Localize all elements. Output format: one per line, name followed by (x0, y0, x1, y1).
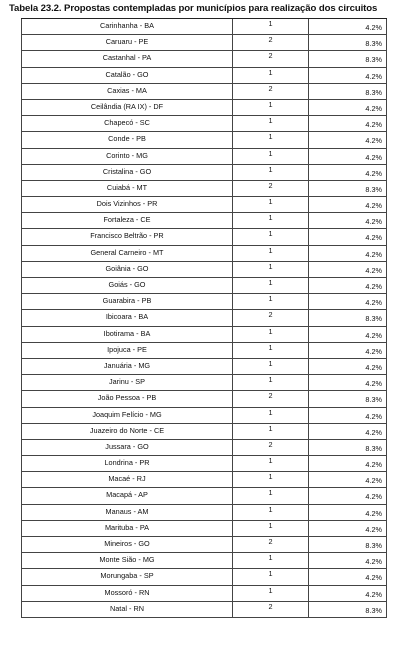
proposals-count-cell: 1 (233, 229, 309, 244)
municipio-cell: Catalão - GO (21, 68, 233, 83)
table-row (21, 51, 387, 67)
percentage-cell: 8.3% (309, 602, 387, 617)
percentage-cell: 4.2% (309, 488, 387, 503)
percentage-cell: 4.2% (309, 197, 387, 212)
percentage-cell: 8.3% (309, 440, 387, 455)
proposals-count-cell: 1 (233, 327, 309, 342)
table-row (21, 262, 387, 278)
table-row (21, 294, 387, 310)
percentage-cell: 4.2% (309, 116, 387, 131)
proposals-count-cell: 1 (233, 456, 309, 471)
municipio-cell: Chapecó - SC (21, 116, 233, 131)
municipio-cell: Francisco Beltrão - PR (21, 229, 233, 244)
percentage-cell: 4.2% (309, 68, 387, 83)
percentage-cell: 4.2% (309, 278, 387, 293)
proposals-count-cell: 1 (233, 132, 309, 147)
municipio-cell: Joaquim Felício - MG (21, 408, 233, 423)
percentage-cell: 4.2% (309, 343, 387, 358)
proposals-count-cell: 2 (233, 84, 309, 99)
municipio-cell: Macapá - AP (21, 488, 233, 503)
municipio-cell: Cuiabá - MT (21, 181, 233, 196)
municipio-cell: Juazeiro do Norte - CE (21, 424, 233, 439)
proposals-count-cell: 1 (233, 262, 309, 277)
table-row (21, 440, 387, 456)
proposals-count-cell: 1 (233, 213, 309, 228)
proposals-count-cell: 2 (233, 602, 309, 617)
municipio-cell: Macaé - RJ (21, 472, 233, 487)
municipio-cell: Goiânia - GO (21, 262, 233, 277)
table-row (21, 424, 387, 440)
table-row (21, 505, 387, 521)
percentage-cell: 8.3% (309, 537, 387, 552)
table-row (21, 602, 387, 618)
table-row (21, 213, 387, 229)
table-row (21, 116, 387, 132)
percentage-cell: 4.2% (309, 246, 387, 261)
table-row (21, 553, 387, 569)
table-row (21, 343, 387, 359)
municipio-cell: General Carneiro - MT (21, 246, 233, 261)
proposals-count-cell: 2 (233, 537, 309, 552)
proposals-count-cell: 1 (233, 294, 309, 309)
proposals-count-cell: 1 (233, 100, 309, 115)
table-row (21, 278, 387, 294)
municipio-cell: Corinto - MG (21, 149, 233, 164)
proposals-count-cell: 1 (233, 521, 309, 536)
table-title: Tabela 23.2. Propostas contempladas por municípios para realização dos circuitos (9, 3, 378, 14)
proposals-count-cell: 2 (233, 310, 309, 325)
percentage-cell: 4.2% (309, 229, 387, 244)
proposals-count-cell: 1 (233, 505, 309, 520)
proposals-count-cell: 2 (233, 51, 309, 66)
municipio-cell: Castanhal - PA (21, 51, 233, 66)
municipio-cell: Guarabira - PB (21, 294, 233, 309)
municipio-cell: Londrina - PR (21, 456, 233, 471)
proposals-count-cell: 1 (233, 359, 309, 374)
table-row (21, 84, 387, 100)
percentage-cell: 8.3% (309, 35, 387, 50)
table-row (21, 35, 387, 51)
table-row (21, 197, 387, 213)
proposals-count-cell: 2 (233, 35, 309, 50)
proposals-count-cell: 1 (233, 375, 309, 390)
percentage-cell: 4.2% (309, 553, 387, 568)
percentage-cell: 8.3% (309, 84, 387, 99)
table-row (21, 537, 387, 553)
percentage-cell: 8.3% (309, 51, 387, 66)
table-row (21, 408, 387, 424)
municipio-cell: Goiás - GO (21, 278, 233, 293)
proposals-count-cell: 1 (233, 19, 309, 34)
percentage-cell: 8.3% (309, 391, 387, 406)
percentage-cell: 4.2% (309, 424, 387, 439)
table-row (21, 488, 387, 504)
percentage-cell: 4.2% (309, 586, 387, 601)
percentage-cell: 8.3% (309, 310, 387, 325)
table-row (21, 569, 387, 585)
table-row (21, 375, 387, 391)
percentage-cell: 4.2% (309, 165, 387, 180)
municipio-cell: Fortaleza - CE (21, 213, 233, 228)
municipio-cell: Mineiros - GO (21, 537, 233, 552)
proposals-count-cell: 1 (233, 246, 309, 261)
percentage-cell: 4.2% (309, 359, 387, 374)
municipio-cell: Jussara - GO (21, 440, 233, 455)
proposals-count-cell: 1 (233, 68, 309, 83)
proposals-count-cell: 1 (233, 343, 309, 358)
municipio-cell: Ipojuca - PE (21, 343, 233, 358)
proposals-count-cell: 1 (233, 197, 309, 212)
municipio-cell: Caruaru - PE (21, 35, 233, 50)
percentage-cell: 4.2% (309, 375, 387, 390)
table-row (21, 19, 387, 35)
municipio-cell: Monte Sião - MG (21, 553, 233, 568)
percentage-cell: 4.2% (309, 262, 387, 277)
proposals-count-cell: 1 (233, 488, 309, 503)
proposals-count-cell: 1 (233, 424, 309, 439)
percentage-cell: 4.2% (309, 521, 387, 536)
municipio-cell: Ibotirama - BA (21, 327, 233, 342)
table-row (21, 310, 387, 326)
percentage-cell: 4.2% (309, 472, 387, 487)
municipio-cell: Carinhanha - BA (21, 19, 233, 34)
percentage-cell: 4.2% (309, 456, 387, 471)
proposals-count-cell: 1 (233, 278, 309, 293)
proposals-count-cell: 2 (233, 391, 309, 406)
table-row (21, 149, 387, 165)
percentage-cell: 4.2% (309, 505, 387, 520)
proposals-count-cell: 1 (233, 553, 309, 568)
municipio-cell: Jarinu - SP (21, 375, 233, 390)
municipio-cell: João Pessoa - PB (21, 391, 233, 406)
table-row (21, 132, 387, 148)
percentage-cell: 4.2% (309, 100, 387, 115)
municipio-cell: Conde - PB (21, 132, 233, 147)
table-row (21, 229, 387, 245)
municipio-cell: Mossoró - RN (21, 586, 233, 601)
municipio-cell: Morungaba - SP (21, 569, 233, 584)
table-row (21, 359, 387, 375)
table-row (21, 165, 387, 181)
table-row (21, 327, 387, 343)
proposals-count-cell: 1 (233, 165, 309, 180)
table-row (21, 68, 387, 84)
proposals-count-cell: 1 (233, 116, 309, 131)
table-row (21, 391, 387, 407)
proposals-count-cell: 2 (233, 440, 309, 455)
table-row (21, 246, 387, 262)
municipio-cell: Ceilândia (RA IX) - DF (21, 100, 233, 115)
table-row (21, 586, 387, 602)
proposals-count-cell: 2 (233, 181, 309, 196)
table-row (21, 181, 387, 197)
percentage-cell: 4.2% (309, 327, 387, 342)
percentage-cell: 4.2% (309, 569, 387, 584)
municipio-cell: Ibicoara - BA (21, 310, 233, 325)
municipio-cell: Marituba - PA (21, 521, 233, 536)
municipio-cell: Caxias - MA (21, 84, 233, 99)
proposals-count-cell: 1 (233, 149, 309, 164)
proposals-count-cell: 1 (233, 408, 309, 423)
proposals-count-cell: 1 (233, 569, 309, 584)
table-row (21, 456, 387, 472)
proposals-count-cell: 1 (233, 472, 309, 487)
percentage-cell: 4.2% (309, 294, 387, 309)
proposals-count-cell: 1 (233, 586, 309, 601)
municipio-cell: Manaus - AM (21, 505, 233, 520)
municipio-cell: Dois Vizinhos - PR (21, 197, 233, 212)
municipio-cell: Cristalina - GO (21, 165, 233, 180)
municipio-cell: Natal - RN (21, 602, 233, 617)
percentage-cell: 4.2% (309, 19, 387, 34)
table-row (21, 472, 387, 488)
percentage-cell: 4.2% (309, 213, 387, 228)
table-row (21, 521, 387, 537)
percentage-cell: 4.2% (309, 132, 387, 147)
percentage-cell: 8.3% (309, 181, 387, 196)
percentage-cell: 4.2% (309, 149, 387, 164)
percentage-cell: 4.2% (309, 408, 387, 423)
table-row (21, 100, 387, 116)
municipio-cell: Januária - MG (21, 359, 233, 374)
municipalities-table (21, 18, 387, 618)
